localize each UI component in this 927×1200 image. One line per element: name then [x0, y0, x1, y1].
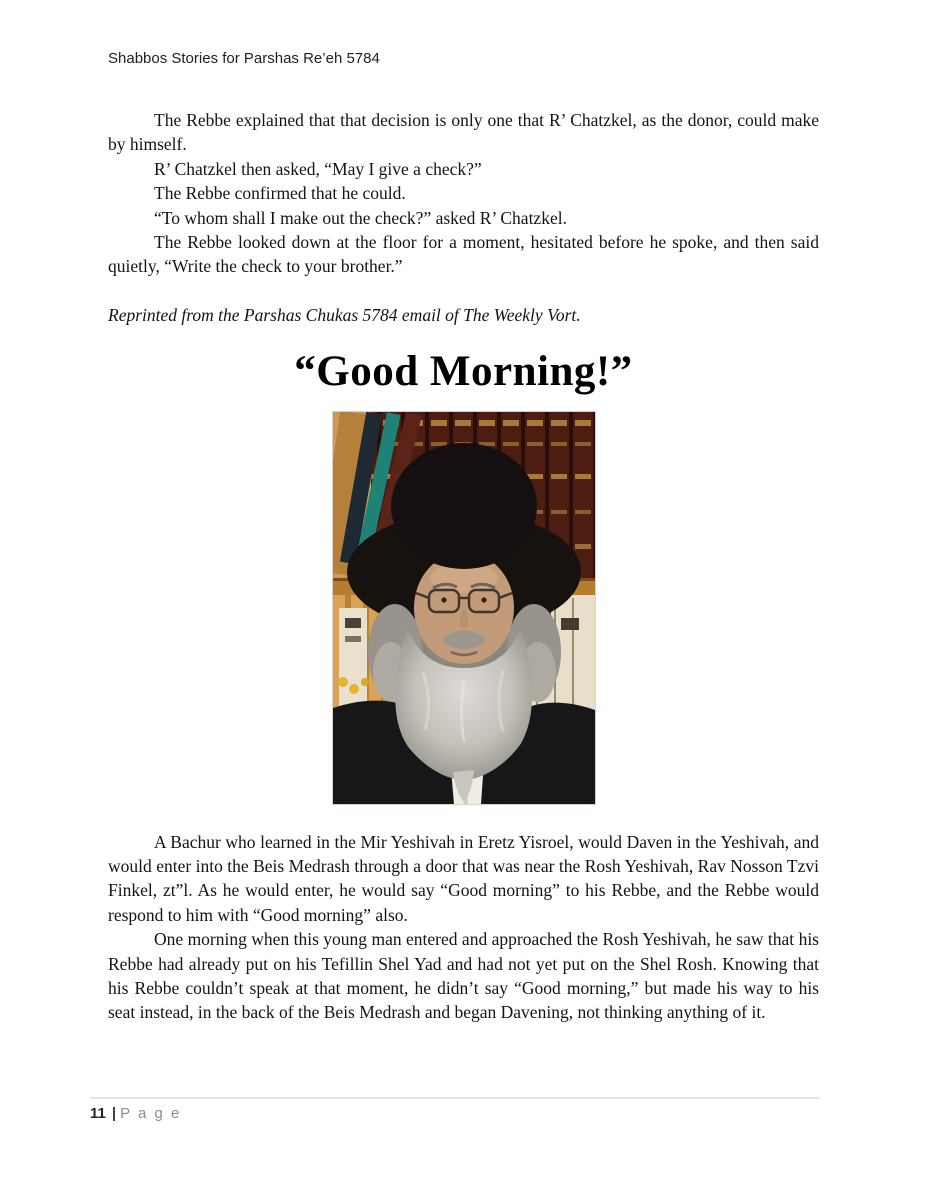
story-paragraph: The Rebbe explained that that decision is only one that R’ Chatzkel, as the donor, could make by himself. [108, 110, 819, 155]
page-footer [90, 1097, 820, 1122]
footer-page-label: P a g e [120, 1105, 182, 1122]
page-content [108, 108, 819, 1025]
footer-page-number: 11 [90, 1105, 106, 1122]
story-paragraph: The Rebbe confirmed that he could. [154, 183, 406, 204]
story-attribution: Reprinted from the Parshas Chukas 5784 email of The Weekly Vort. [108, 305, 581, 326]
footer-separator: | [111, 1105, 117, 1122]
rabbi-portrait-photo [333, 412, 595, 804]
story-title: “Good Morning!” [294, 347, 633, 395]
story-paragraph: A Bachur who learned in the Mir Yeshivah in Eretz Yisroel, would Daven in the Yeshivah, and would enter into the Beis Medrash through a door that was near the Rosh Yeshivah, Rav Nosson Tzvi Finkel, zt”l. As he would enter, he would say “Good morning” to his Rebbe, and the Rebbe would respond to him with “Good morning” also. [108, 831, 819, 925]
story-paragraph: R’ Chatzkel then asked, “May I give a check?” [154, 158, 482, 179]
rabbi-portrait-illustration [333, 412, 595, 804]
page-header-title: Shabbos Stories for Parshas Re’eh 5784 [108, 50, 380, 67]
story-paragraph: One morning when this young man entered and approached the Rosh Yeshivah, he saw that his Rebbe had already put on his Tefillin Shel Yad and had not yet put on the Shel Rosh. Knowing that his Rebbe couldn’t speak at that moment, he didn’t say “Good morning,” but made his way to his seat instead, in the back of the Beis Medrash and began Davening, not thinking anything of it. [108, 929, 819, 1023]
story-paragraph: The Rebbe looked down at the floor for a moment, hesitated before he spoke, and then said quietly, “Write the check to your brother.” [108, 232, 819, 277]
story-paragraph: “To whom shall I make out the check?” asked R’ Chatzkel. [154, 207, 567, 228]
